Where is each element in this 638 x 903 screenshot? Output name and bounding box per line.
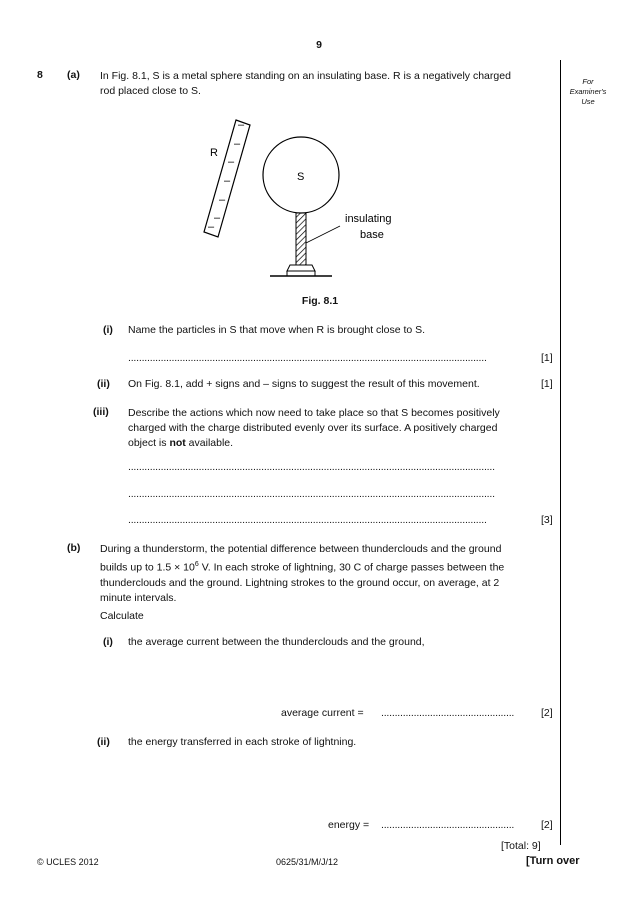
answer-line[interactable]: ....................................................................................................................................... [128,488,495,500]
page-number: 9 [316,39,322,51]
average-current-answer[interactable]: ................................................. [381,707,515,719]
part-b-label: (b) [67,542,81,554]
marks: [2] [541,819,553,831]
answer-line[interactable]: ....................................................................................................................................... [128,461,495,473]
base-label-line2: base [360,229,384,241]
paper-code: 0625/31/M/J/12 [276,857,339,867]
answer-line[interactable]: .................................................................................................................................... [128,514,487,526]
answer-line[interactable]: .................................................................................................................................... [128,352,487,364]
part-b-ii-text: the energy transferred in each stroke of lightning. [128,736,357,748]
stand-foot [287,265,315,271]
part-b-intro: During a thunderstorm, the potential difference between thunderclouds and the ground builds up to $1.5 \times 10^6$ V. In each stroke of lightning, 30 C of charge passes between the thunderclouds and the ground. Lightning strokes to the ground occur, on average, at 2 minute intervals. [100,543,505,604]
marks: [3] [541,514,553,526]
examiner-margin-line [560,60,561,845]
rod-minus-sign: – [219,194,226,206]
base-label-line [306,226,340,243]
part-a-ii-text: On Fig. 8.1, add + signs and – signs to suggest the result of this movement. [128,378,480,390]
marks: [2] [541,707,553,719]
marks: [1] [541,378,553,390]
base-label-line1: insulating [345,213,392,225]
part-b-ii-label: (ii) [97,736,110,748]
insulating-stand [296,213,306,265]
rod-minus-sign: – [208,221,215,233]
energy-label: energy = [328,819,370,831]
part-a-iii-label: (iii) [93,406,109,418]
average-current-label: average current = [281,707,364,719]
figure-caption: Fig. 8.1 [301,295,339,307]
part-a-iii-text: Describe the actions which now need to take place so that S becomes positively charged with the charge distributed evenly over its surface. A positively charged object is not available. [128,407,500,449]
question-number: 8 [37,69,43,81]
part-a-label: (a) [67,69,80,81]
marks: [1] [541,352,553,364]
turn-over: [Turn over [526,855,580,867]
rod-minus-sign: – [228,156,235,168]
figure-8-1 [190,108,430,283]
calculate-instruction: Calculate [100,610,144,622]
part-a-ii-label: (ii) [97,378,110,390]
energy-answer[interactable]: ................................................. [381,819,515,831]
part-a-i-label: (i) [103,324,113,336]
part-a-i-text: Name the particles in S that move when R is brought close to S. [128,324,426,336]
rod-minus-sign: – [224,175,231,187]
rod-minus-sign: – [238,119,245,131]
examiner-use-note: For Examiner's Use [569,77,607,106]
rod-minus-sign: – [214,212,221,224]
part-b-i-label: (i) [103,636,113,648]
part-b-i-text: the average current between the thunderclouds and the ground, [128,636,425,648]
total-marks: [Total: 9] [501,840,541,852]
rod-label: R [210,147,218,159]
part-a-intro: In Fig. 8.1, S is a metal sphere standing on an insulating base. R is a negatively charged rod placed close to S. [100,70,511,97]
copyright: © UCLES 2012 [37,857,99,867]
sphere-label: S [297,171,305,183]
rod-minus-sign: – [234,138,241,150]
